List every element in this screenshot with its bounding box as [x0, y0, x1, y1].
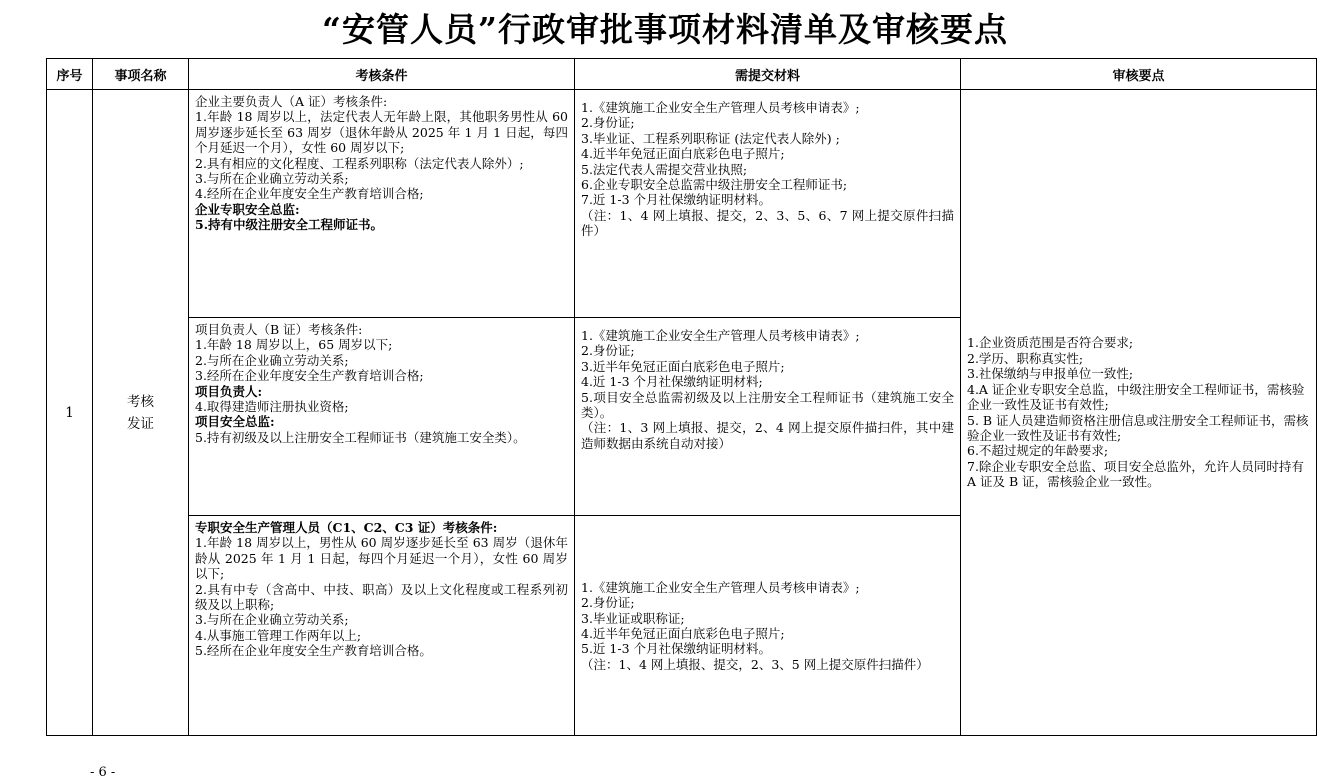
- review-point: 3.社保缴纳与申报单位一致性;: [967, 366, 1134, 382]
- item-name-cell: [93, 90, 189, 736]
- condition-heading: 项目负责人:: [195, 383, 263, 399]
- material-line: 2.身份证;: [581, 595, 635, 611]
- conditions-cell-c: [189, 516, 575, 736]
- review-points-cell: [961, 90, 1317, 736]
- condition-line: 4.从事施工管理工作两年以上;: [195, 627, 362, 643]
- condition-line: 2.与所在企业确立劳动关系;: [195, 352, 349, 368]
- review-point: 1.企业资质范围是否符合要求;: [967, 335, 1134, 351]
- material-line: 5.近 1-3 个月社保缴纳证明材料。: [581, 641, 772, 657]
- condition-heading: 项目安全总监:: [195, 414, 275, 430]
- header-materials: 需提交材料: [575, 59, 961, 90]
- material-line: 1.《建筑施工企业安全生产管理人员考核申请表》;: [581, 328, 860, 343]
- condition-line: 3.与所在企业确立劳动关系;: [195, 612, 349, 628]
- header-review-points: 审核要点: [961, 59, 1317, 90]
- condition-line: 5.持有初级及以上注册安全工程师证书（建筑施工安全类）。: [195, 429, 526, 445]
- conditions-cell-a: [189, 90, 575, 318]
- material-line: 7.近 1-3 个月社保缴纳证明材料。: [581, 192, 772, 208]
- review-point: 5. B 证人员建造师资格注册信息或注册安全工程师证书，需核验企业一致性及证书有效性;: [967, 412, 1309, 443]
- condition-line: 4.取得建造师注册执业资格;: [195, 399, 349, 415]
- material-line: 3.毕业证或职称证;: [581, 610, 685, 626]
- condition-line: 5.经所在企业年度安全生产教育培训合格。: [195, 643, 432, 659]
- material-line: 1.《建筑施工企业安全生产管理人员考核申请表》;: [581, 100, 860, 115]
- material-note: （注：1、3 网上填报、提交，2、4 网上提交原件描扫件，其中建造师数据由系统自动对接）: [581, 420, 954, 451]
- condition-line: 项目负责人（B 证）考核条件:: [195, 322, 363, 337]
- material-line: 3.近半年免冠正面白底彩色电子照片;: [581, 358, 785, 374]
- material-line: 2.身份证;: [581, 343, 635, 359]
- review-point: 7.除企业专职安全总监、项目安全总监外，允许人员同时持有 A 证及 B 证，需核验企业一致性。: [967, 458, 1304, 490]
- table-row: [47, 90, 1317, 318]
- materials-cell-c: [575, 516, 961, 736]
- document-title: “安管人员”行政审批事项材料清单及审核要点: [322, 10, 1008, 49]
- material-line: 4.近半年免冠正面白底彩色电子照片;: [581, 146, 785, 162]
- approval-materials-table: [46, 58, 1317, 736]
- condition-heading: 企业专职安全总监:: [195, 201, 300, 217]
- header-index: 序号: [47, 59, 93, 90]
- condition-line: 2.具有相应的文化程度、工程系列职称（法定代表人除外）;: [195, 155, 524, 171]
- condition-line: 4.经所在企业年度安全生产教育培训合格;: [195, 186, 424, 202]
- materials-cell-b: [575, 318, 961, 516]
- conditions-cell-b: [189, 318, 575, 516]
- material-line: 1.《建筑施工企业安全生产管理人员考核申请表》;: [581, 579, 860, 595]
- condition-line: 2.具有中专（含高中、中技、职高）及以上文化程度或工程系列初级及以上职称;: [195, 581, 568, 613]
- condition-line: 1.年龄 18 周岁以上，法定代表人无年龄上限，其他职务男性从 60 周岁逐步延长至 63 周岁（退休年龄从 2025 年 1 月 1 日起，每四个月延迟一个月），女性 60 周岁以下;: [195, 109, 568, 156]
- condition-line: 3.与所在企业确立劳动关系;: [195, 171, 349, 187]
- material-line: 5.法定代表人需提交营业执照;: [581, 161, 748, 177]
- item-name-line: 考核: [127, 393, 154, 410]
- header-item-name: 事项名称: [93, 59, 189, 90]
- material-line: 6.企业专职安全总监需中级注册安全工程师证书;: [581, 177, 848, 193]
- material-note: （注：1、4 网上填报、提交，2、3、5、6、7 网上提交原件扫描件）: [581, 207, 954, 239]
- review-point: 6.不超过规定的年龄要求;: [967, 443, 1109, 459]
- review-point: 4.A 证企业专职安全总监，中级注册安全工程师证书，需核验企业一致性及证书有效性;: [967, 381, 1305, 413]
- materials-cell-a: [575, 90, 961, 318]
- page-number: - 6 -: [90, 765, 116, 780]
- condition-line: 1.年龄 18 周岁以上，男性从 60 周岁逐步延长至 63 周岁（退休年龄从 2025 年 1 月 1 日起，每四个月延迟一个月），女性 60 周岁以下;: [195, 535, 568, 582]
- condition-line: 3.经所在企业年度安全生产教育培训合格;: [195, 368, 424, 384]
- condition-heading: 专职安全生产管理人员（C1、C2、C3 证）考核条件:: [195, 520, 498, 535]
- header-conditions: 考核条件: [189, 59, 575, 90]
- condition-line: 5.持有中级注册安全工程师证书。: [195, 217, 384, 233]
- row-index: 1: [47, 90, 93, 736]
- material-line: 4.近半年免冠正面白底彩色电子照片;: [581, 626, 785, 641]
- material-line: 3.毕业证、工程系列职称证 (法定代表人除外) ;: [581, 130, 840, 146]
- condition-line: 1.年龄 18 周岁以上，65 周岁以下;: [195, 337, 393, 353]
- material-line: 2.身份证;: [581, 115, 635, 131]
- material-line: 5.项目安全总监需初级及以上注册安全工程师证书（建筑施工安全类）。: [581, 389, 954, 421]
- review-point: 2.学历、职称真实性;: [967, 350, 1084, 366]
- material-line: 4.近 1-3 个月社保缴纳证明材料;: [581, 374, 763, 390]
- condition-line: 企业主要负责人（A 证）考核条件:: [195, 94, 388, 109]
- item-name-line: 发证: [127, 415, 154, 432]
- table-header-row: [47, 59, 1317, 90]
- material-note: （注：1、4 网上填报、提交，2、3、5 网上提交原件扫描件）: [581, 656, 929, 672]
